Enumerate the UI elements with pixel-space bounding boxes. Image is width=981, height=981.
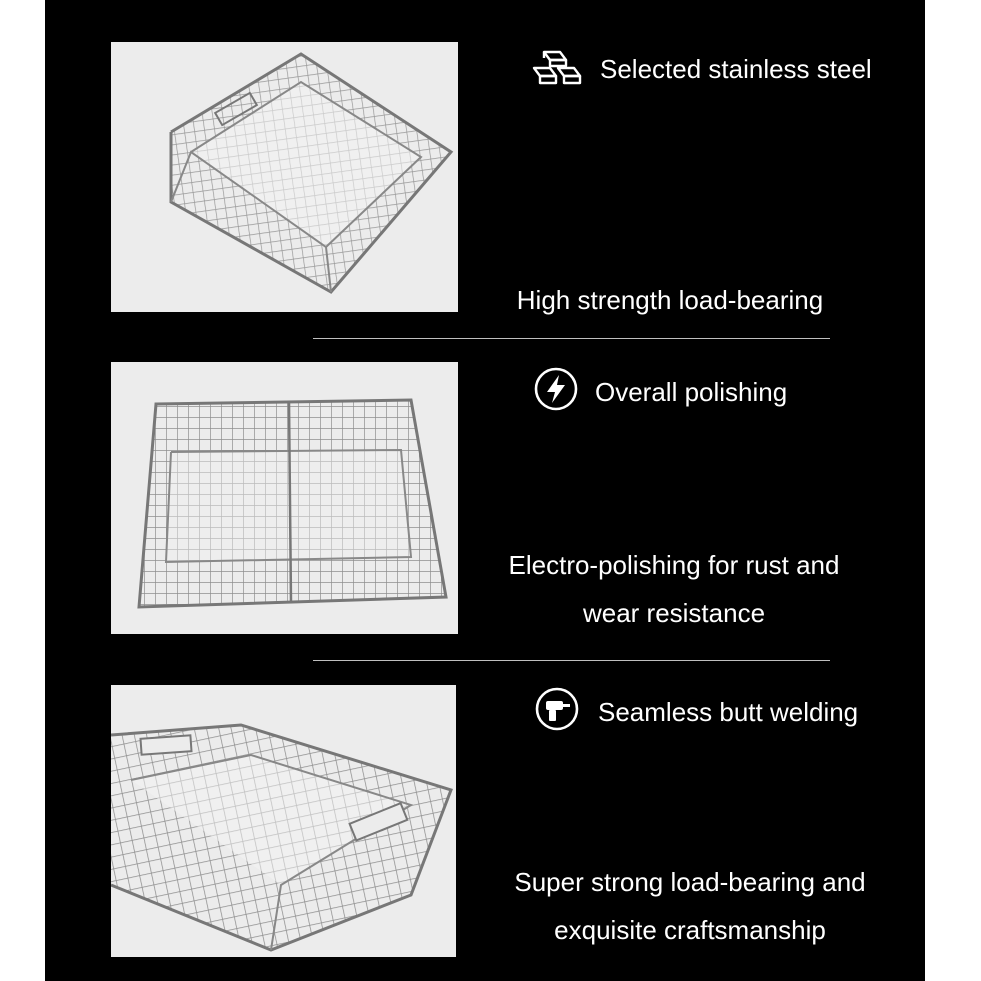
section-divider <box>313 338 830 339</box>
description-line: High strength load-bearing <box>516 285 824 315</box>
feature-heading-1 <box>530 46 872 93</box>
feature-heading-3 <box>534 686 858 739</box>
basket-photo-angled <box>111 42 458 312</box>
feature-label: Selected stainless steel <box>600 54 872 84</box>
feature-description-3 <box>490 858 890 954</box>
feature-label: Seamless butt welding <box>598 697 859 727</box>
description-line: Super strong load-bearing and <box>514 867 866 897</box>
lightning-bolt-icon <box>533 366 579 419</box>
section-divider <box>313 660 830 661</box>
description-line: Electro-polishing for rust and <box>508 550 840 580</box>
basket-photo-corner <box>111 685 456 957</box>
basket-photo-front <box>111 362 458 634</box>
description-line: exquisite craftsmanship <box>554 915 826 945</box>
feature-heading-2 <box>533 366 787 419</box>
feature-description-2 <box>474 541 874 637</box>
steel-ingots-icon <box>530 46 584 93</box>
feature-label: Overall polishing <box>595 377 788 407</box>
feature-description-1 <box>470 276 870 324</box>
description-line: wear resistance <box>582 598 766 628</box>
drill-icon <box>534 686 580 739</box>
